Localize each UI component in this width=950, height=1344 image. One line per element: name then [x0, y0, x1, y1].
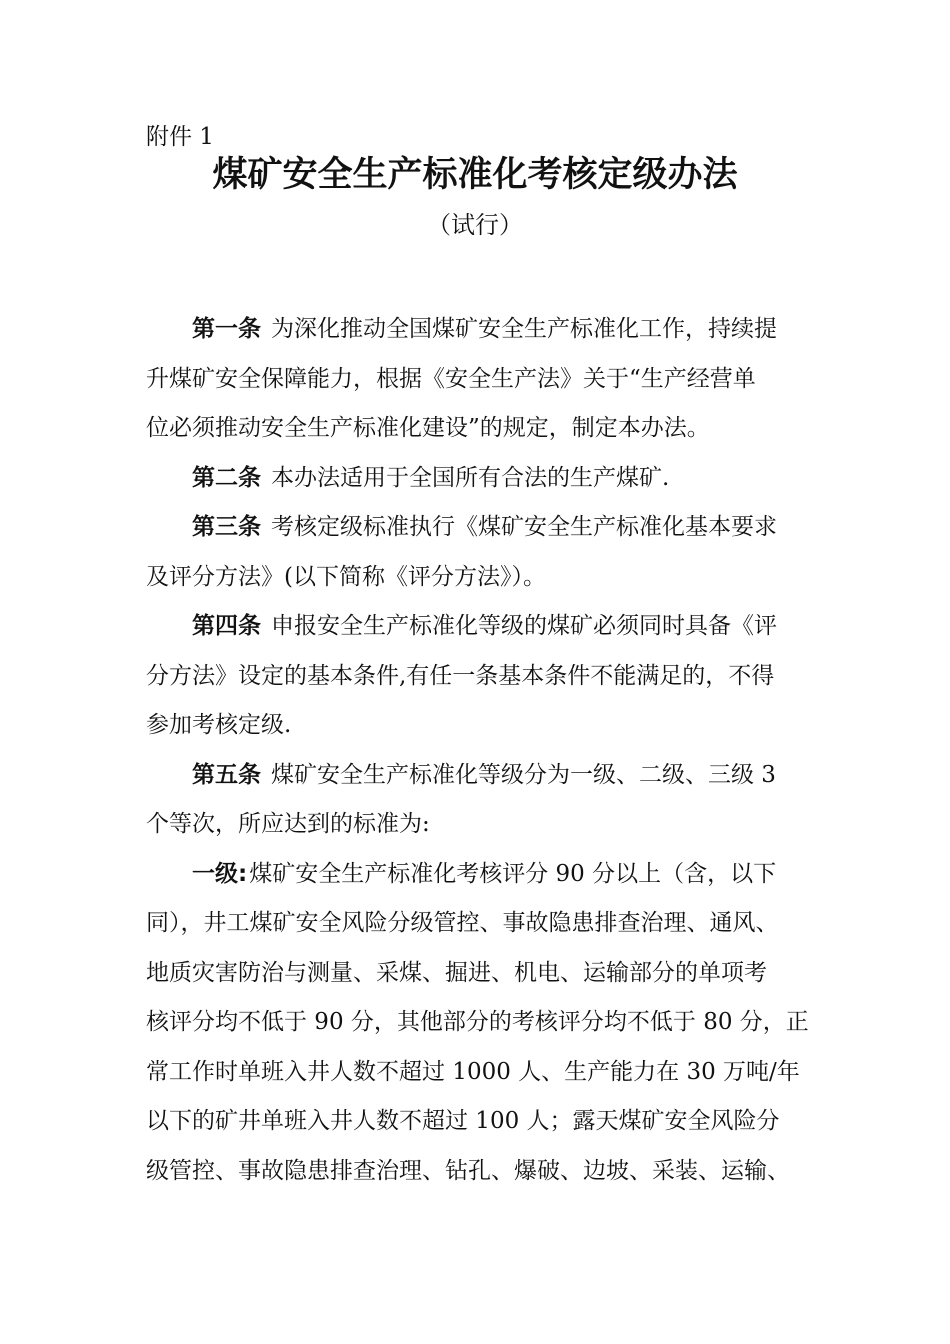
article-5	[146, 751, 820, 850]
level-one-line-6: 以下的矿井单班入井人数不超过 100 人；露天煤矿安全风险分	[146, 1108, 780, 1134]
level-one	[146, 850, 820, 1197]
article-1-line-1: 为深化推动全国煤矿安全生产标准化工作，持续提	[271, 316, 777, 342]
article-3-line-2: 及评分方法》(以下简称《评分方法》）。	[146, 563, 546, 590]
level-one-line-1: 煤矿安全生产标准化考核评分 90 分以上（含，以下	[249, 860, 777, 887]
article-2	[146, 454, 820, 504]
level-one-line-7: 级管控、事故隐患排查治理、钻孔、爆破、边坡、采装、运输、	[146, 1157, 790, 1184]
article-2-line-1: 本办法适用于全国所有合法的生产煤矿.	[271, 464, 670, 491]
attachment-label: 附件 1	[146, 124, 214, 150]
article-1-line-3: 位必须推动安全生产标准化建设”的规定，制定本办法。	[146, 415, 710, 441]
level-one-line-2: 同），井工煤矿安全风险分级管控、事故隐患排查治理、通风、	[146, 910, 779, 936]
article-5-line-1: 煤矿安全生产标准化等级分为一级、二级、三级 3	[271, 761, 776, 788]
article-4-line-3: 参加考核定级.	[146, 712, 292, 738]
article-1	[146, 305, 820, 454]
article-4-line-1: 申报安全生产标准化等级的煤矿必须同时具备《评	[271, 613, 777, 639]
document-title: 煤矿安全生产标准化考核定级办法	[212, 155, 738, 195]
article-4-label: 第四条	[192, 613, 261, 639]
article-1-line-2: 升煤矿安全保障能力，根据《安全生产法》关于“生产经营单	[146, 365, 756, 392]
article-3-label: 第三条	[192, 514, 261, 540]
level-one-line-5: 常工作时单班入井人数不超过 1000 人、生产能力在 30 万吨/年	[146, 1058, 800, 1085]
article-4	[146, 602, 820, 751]
article-3	[146, 503, 820, 602]
level-one-label: 一级:	[192, 860, 248, 887]
level-one-line-4: 核评分均不低于 90 分，其他部分的考核评分均不低于 80 分，正	[146, 1009, 809, 1035]
article-5-label: 第五条	[192, 761, 261, 788]
article-1-label: 第一条	[192, 316, 261, 342]
document-subtitle: （试行）	[427, 211, 523, 239]
article-5-line-2: 个等次，所应达到的标准为:	[146, 811, 430, 837]
level-one-line-3: 地质灾害防治与测量、采煤、掘进、机电、运输部分的单项考	[146, 959, 767, 986]
article-3-line-1: 考核定级标准执行《煤矿安全生产标准化基本要求	[271, 514, 777, 540]
document-body	[146, 305, 820, 1196]
article-2-label: 第二条	[192, 464, 261, 491]
article-4-line-2: 分方法》设定的基本条件,有任一条基本条件不能满足的，不得	[146, 662, 775, 689]
